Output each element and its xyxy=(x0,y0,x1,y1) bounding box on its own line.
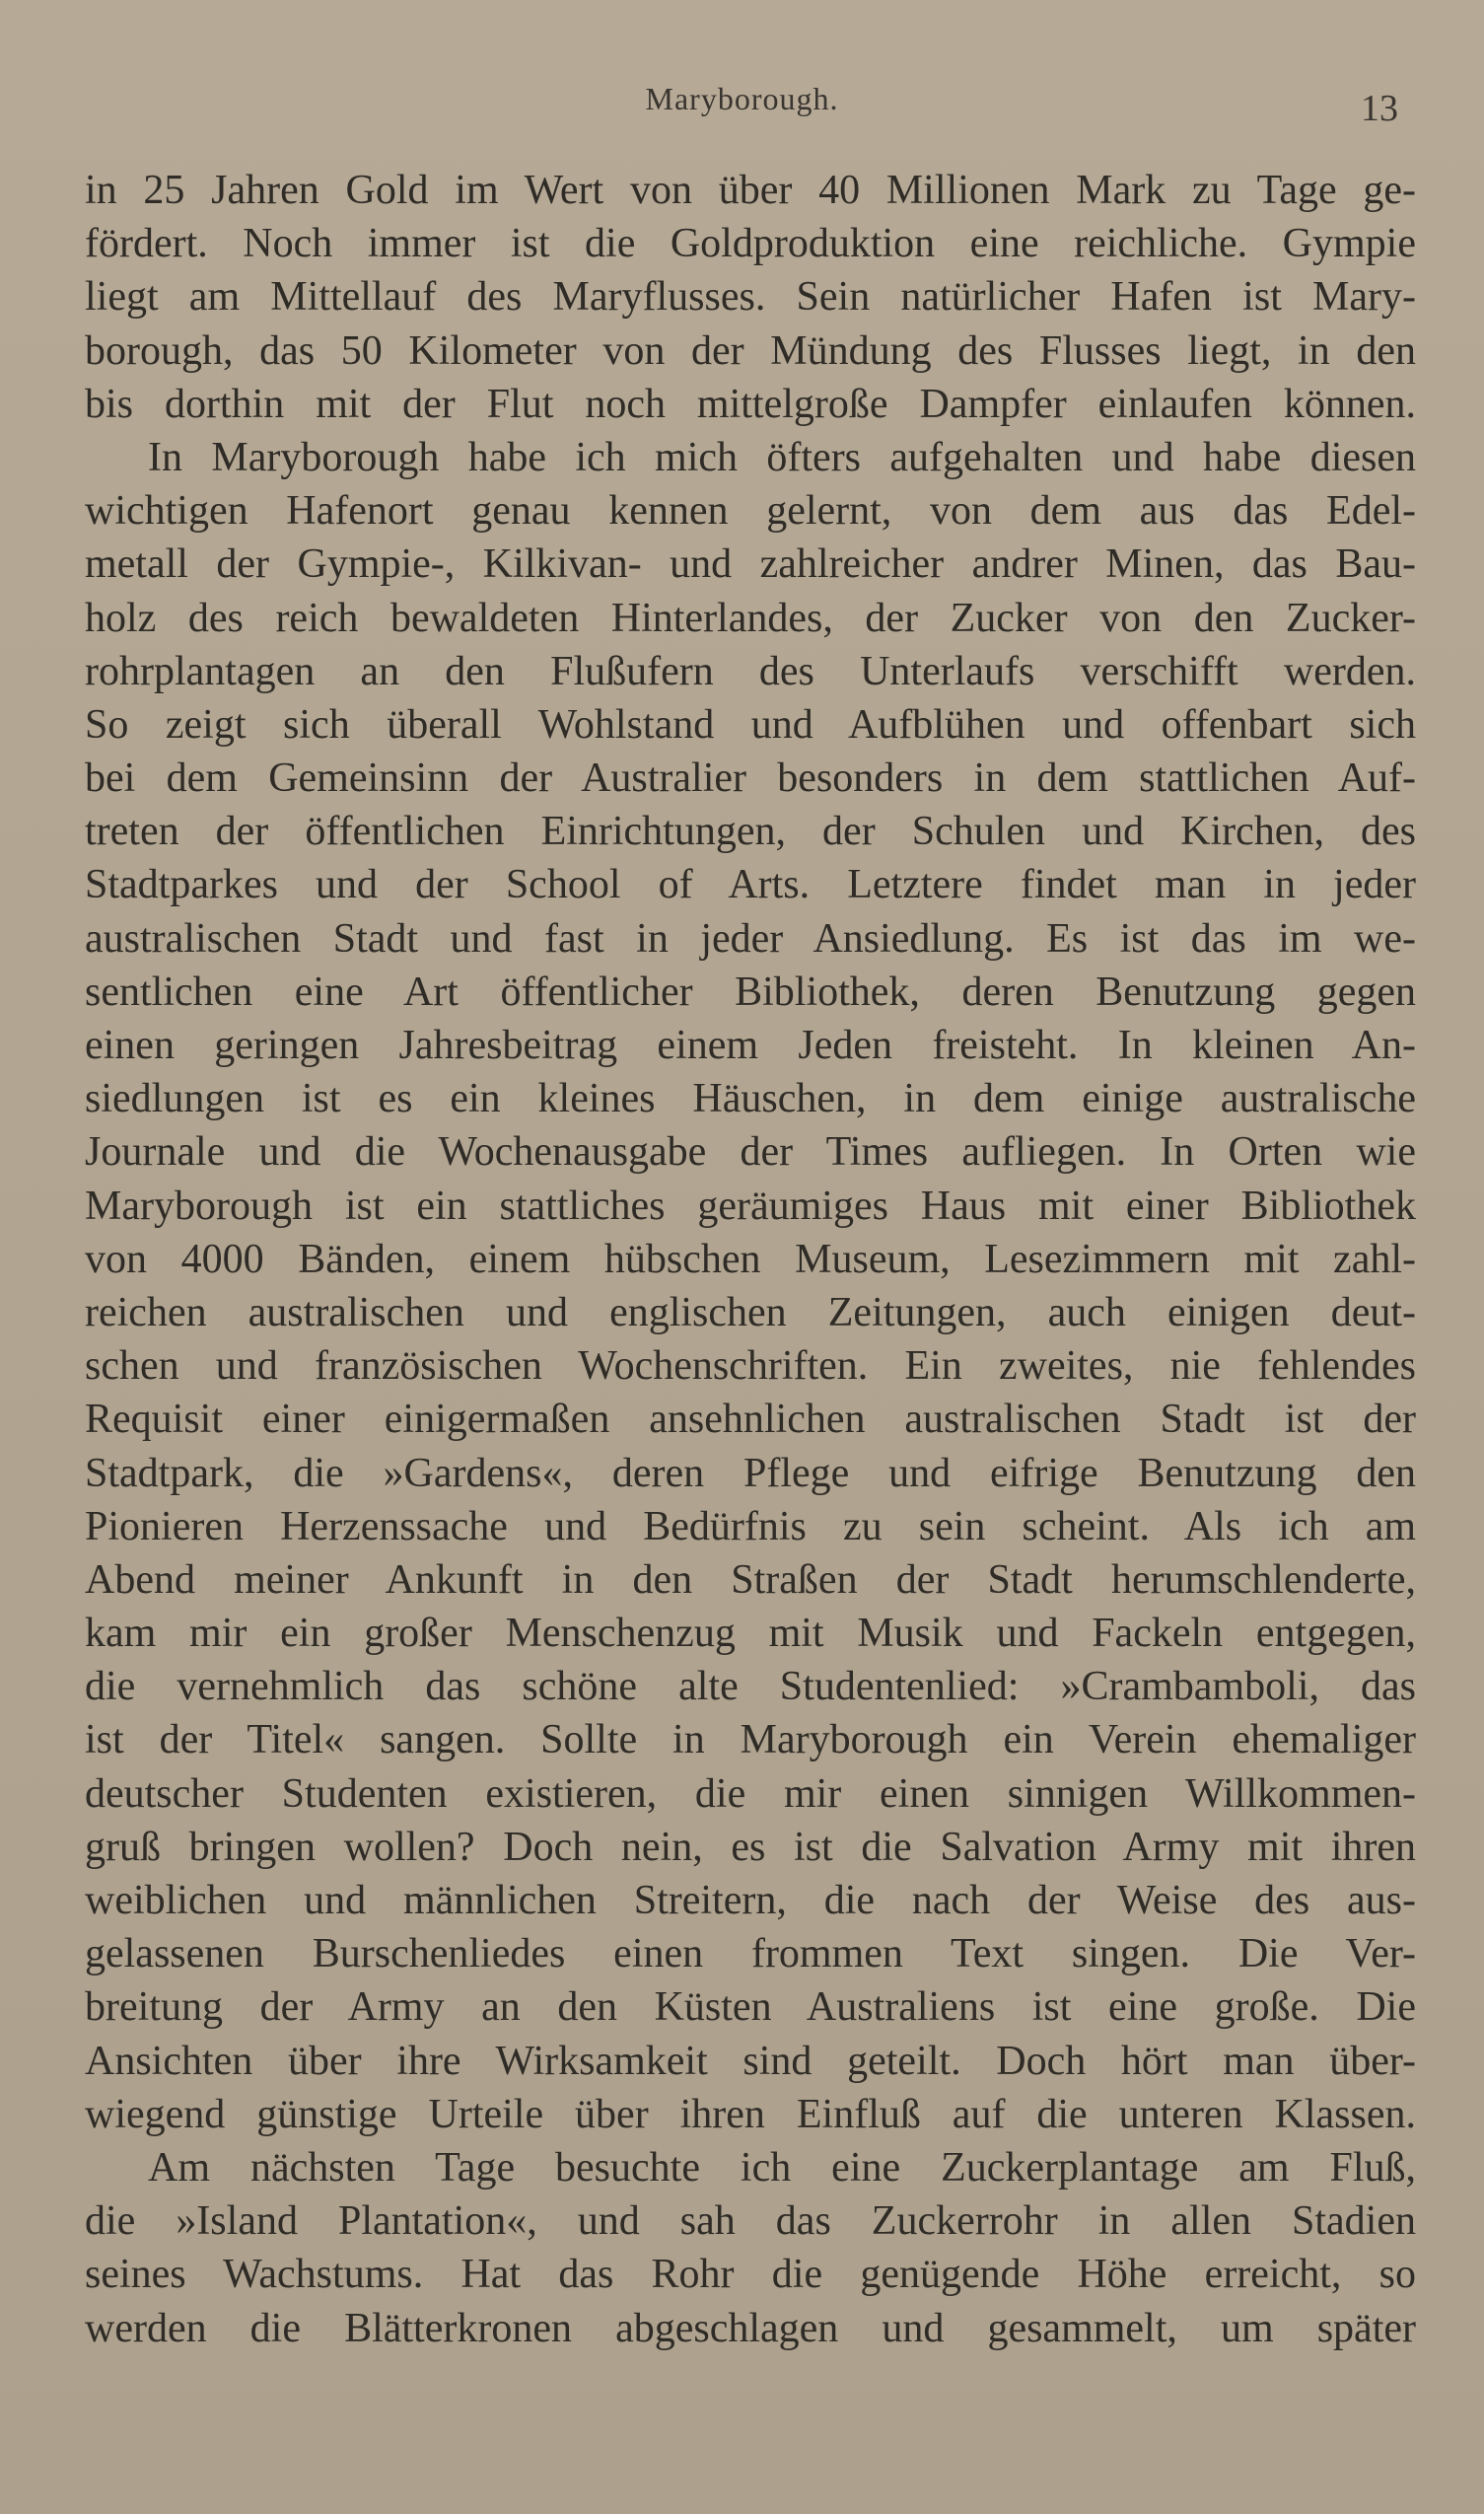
text-line: Stadtpark, die »Gardens«, deren Pflege und eifrige Benutzung den xyxy=(85,1450,1416,1496)
body-text xyxy=(85,164,1416,2355)
text-line: Ansichten über ihre Wirksamkeit sind geteilt. Doch hört man über- xyxy=(85,2038,1416,2084)
text-line: australischen Stadt und fast in jeder Ansiedlung. Es ist das im we- xyxy=(85,915,1416,962)
text-line: ist der Titel« sangen. Sollte in Maryborough ein Verein ehemaliger xyxy=(85,1717,1416,1763)
text-line: In Maryborough habe ich mich öfters aufgehalten und habe diesen xyxy=(148,434,1416,480)
page-number: 13 xyxy=(1361,88,1398,129)
text-line: sentlichen eine Art öffentlicher Bibliothek, deren Benutzung gegen xyxy=(85,969,1416,1015)
text-line: Maryborough ist ein stattliches geräumiges Haus mit einer Bibliothek xyxy=(85,1183,1416,1229)
text-line: siedlungen ist es ein kleines Häuschen, in dem einige australische xyxy=(85,1076,1416,1122)
text-line: schen und französischen Wochenschriften. Ein zweites, nie fehlendes xyxy=(85,1343,1416,1390)
text-line: seines Wachstums. Hat das Rohr die genügende Höhe erreicht, so xyxy=(85,2252,1416,2298)
text-line: wichtigen Hafenort genau kennen gelernt, von dem aus das Edel- xyxy=(85,488,1416,535)
text-line: So zeigt sich überall Wohlstand und Aufblühen und offenbart sich xyxy=(85,701,1416,748)
text-line: breitung der Army an den Küsten Australiens ist eine große. Die xyxy=(85,1984,1416,2031)
text-line: rohrplantagen an den Flußufern des Unterlaufs verschifft werden. xyxy=(85,648,1416,694)
text-line: die vernehmlich das schöne alte Studentenlied: »Crambamboli, das xyxy=(85,1664,1416,1710)
text-line: deutscher Studenten existieren, die mir einen sinnigen Willkommen- xyxy=(85,1770,1416,1817)
text-line: werden die Blätterkronen abgeschlagen und gesammelt, um später xyxy=(85,2305,1416,2351)
text-line: bis dorthin mit der Flut noch mittelgroße Dampfer einlaufen können. xyxy=(85,381,1416,427)
text-line: holz des reich bewaldeten Hinterlandes, der Zucker von den Zucker- xyxy=(85,595,1416,641)
text-line: von 4000 Bänden, einem hübschen Museum, Lesezimmern mit zahl- xyxy=(85,1236,1416,1282)
text-line: Journale und die Wochenausgabe der Times aufliegen. In Orten wie xyxy=(85,1129,1416,1176)
text-line: kam mir ein großer Menschenzug mit Musik und Fackeln entgegen, xyxy=(85,1611,1416,1657)
text-line: Abend meiner Ankunft in den Straßen der Stadt herumschlenderte, xyxy=(85,1556,1416,1603)
text-line: die »Island Plantation«, und sah das Zuckerrohr in allen Stadien xyxy=(85,2198,1416,2245)
text-line: gruß bringen wollen? Doch nein, es ist die Salvation Army mit ihren xyxy=(85,1824,1416,1870)
text-line: borough, das 50 Kilometer von der Mündung des Flusses liegt, in den xyxy=(85,327,1416,374)
text-line: weiblichen und männlichen Streitern, die nach der Weise des aus- xyxy=(85,1878,1416,1923)
text-line: liegt am Mittellauf des Maryflusses. Sein natürlicher Hafen ist Mary- xyxy=(85,274,1416,321)
text-line: wiegend günstige Urteile über ihren Einfluß auf die unteren Klassen. xyxy=(85,2091,1416,2137)
text-line: Am nächsten Tage besuchte ich eine Zuckerplantage am Fluß, xyxy=(148,2144,1416,2191)
text-line: fördert. Noch immer ist die Goldproduktion eine reichliche. Gympie xyxy=(85,221,1416,267)
text-line: treten der öffentlichen Einrichtungen, der Schulen und Kirchen, des xyxy=(85,809,1416,855)
text-line: bei dem Gemeinsinn der Australier besonders in dem stattlichen Auf- xyxy=(85,755,1416,802)
text-line: Requisit einer einigermaßen ansehnlichen australischen Stadt ist der xyxy=(85,1397,1416,1443)
text-line: metall der Gympie-, Kilkivan- und zahlreicher andrer Minen, das Bau- xyxy=(85,541,1416,588)
text-line: reichen australischen und englischen Zeitungen, auch einigen deut- xyxy=(85,1289,1416,1335)
text-line: einen geringen Jahresbeitrag einem Jeden freisteht. In kleinen An- xyxy=(85,1023,1416,1068)
text-line: in 25 Jahren Gold im Wert von über 40 Millionen Mark zu Tage ge- xyxy=(85,168,1416,213)
running-head xyxy=(0,81,1484,129)
text-line: Stadtparkes und der School of Arts. Letztere findet man in jeder xyxy=(85,862,1416,908)
running-title: Maryborough. xyxy=(645,81,839,116)
text-line: Pionieren Herzenssache und Bedürfnis zu sein scheint. Als ich am xyxy=(85,1503,1416,1549)
text-line: gelassenen Burschenliedes einen frommen Text singen. Die Ver- xyxy=(85,1931,1416,1977)
